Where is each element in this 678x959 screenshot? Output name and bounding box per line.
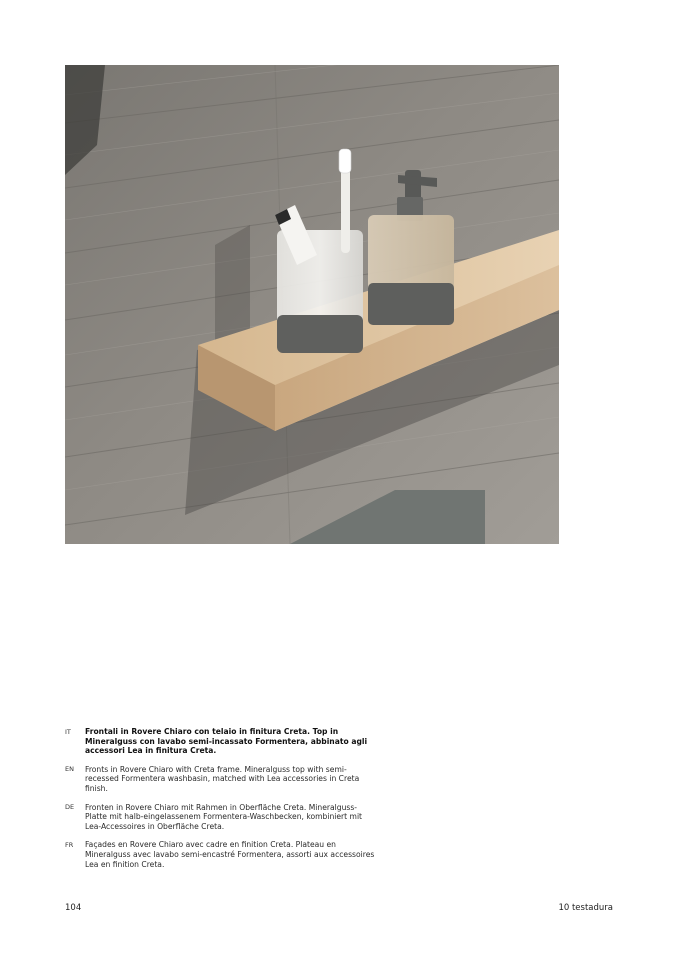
section-label: 10 testadura	[558, 903, 613, 913]
caption-fr	[65, 840, 385, 869]
product-photo	[65, 65, 559, 544]
language-code: IT	[65, 727, 71, 736]
caption-text: Façades en Rovere Chiaro avec cadre en finition Creta. Plateau en Mineralguss avec lavabo semi-encastré Formentera, assorti aux accessoires Lea en finition Creta.	[85, 840, 375, 869]
caption-text: Frontali in Rovere Chiaro con telaio in finitura Creta. Top in Mineralguss con lavabo semi-incassato Formentera, abbinato agli accessori Lea in finitura Creta.	[85, 727, 368, 756]
caption-en	[65, 765, 385, 794]
caption-it	[65, 727, 385, 756]
page-number: 104	[65, 903, 82, 913]
caption-text: Fronten in Rovere Chiaro mit Rahmen in Oberfläche Creta. Mineralguss-Platte mit halb-eingelassenem Formentera-Waschbecken, kombiniert mit Lea-Accessoires in Oberfläche Creta.	[85, 802, 363, 831]
caption-block	[65, 727, 385, 878]
language-code: EN	[65, 765, 74, 774]
caption-text: Fronts in Rovere Chiaro with Creta frame. Mineralguss top with semi-recessed Formentera washbasin, matched with Lea accessories in Creta finish.	[85, 764, 360, 793]
language-code: FR	[65, 840, 74, 849]
language-code: DE	[65, 803, 75, 812]
caption-de	[65, 803, 385, 832]
